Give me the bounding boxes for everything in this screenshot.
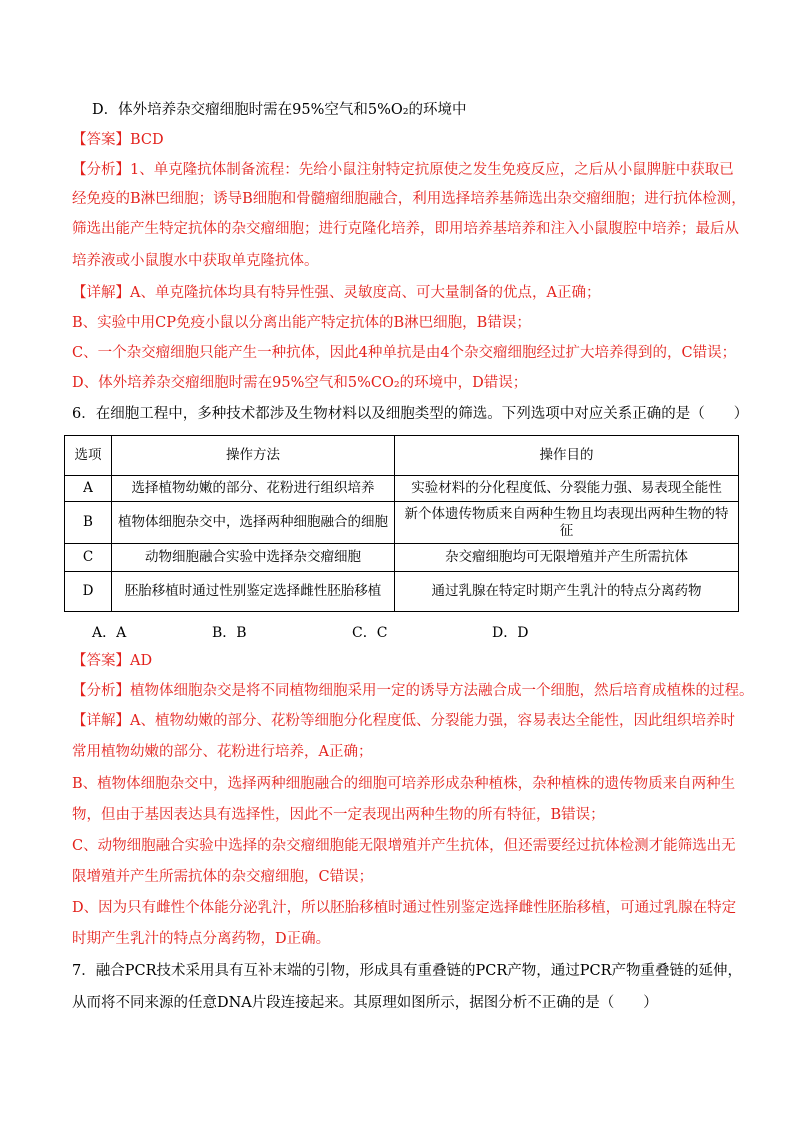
q6-detail-3: B、植物体细胞杂交中，选择两种细胞融合的细胞可培养形成杂种植株，杂种植株的遗传物质来自两种生 [72,776,736,792]
q5-detail-1: 【详解】A、单克隆抗体均具有特异性强、灵敏度高、可大量制备的优点，A正确； [72,285,601,301]
q6-detail-1: 【详解】A、植物幼嫩的部分、花粉等细胞分化程度低、分裂能力强，容易表达全能性，因此组织培养时 [72,713,735,729]
row-option: A [65,476,112,502]
table-row [65,502,739,544]
q6-analysis: 【分析】植物体细胞杂交是将不同植物细胞采用一定的诱导方法融合成一个细胞，然后培育成植株的过程。 [72,683,754,699]
q6-option-c: C．C [352,625,388,641]
header-method: 操作方法 [112,436,395,476]
q7-stem-1: 7．融合PCR技术采用具有互补末端的引物，形成具有重叠链的PCR产物，通过PCR产物重叠链的延伸， [72,963,743,979]
q5-detail-3: C、一个杂交瘤细胞只能产生一种抗体，因此4种单抗是由4个杂交瘤细胞经过扩大培养得到的，C错误； [72,345,737,361]
q6-table [64,435,739,612]
row-purpose: 新个体遗传物质来自两种生物且均表现出两种生物的特征 [395,502,739,544]
table-row [65,476,739,502]
q7-stem-2: 从而将不同来源的任意DNA片段连接起来。其原理如图所示，据图分析不正确的是（ ） [72,995,658,1011]
table-row [65,544,739,572]
header-purpose: 操作目的 [395,436,739,476]
row-option: B [65,502,112,544]
row-method: 胚胎移植时通过性别鉴定选择雌性胚胎移植 [112,572,395,612]
table-header-row [65,436,739,476]
row-purpose: 通过乳腺在特定时期产生乳汁的特点分离药物 [395,572,739,612]
row-method: 选择植物幼嫩的部分、花粉进行组织培养 [112,476,395,502]
q5-analysis-4: 培养液或小鼠腹水中获取单克隆抗体。 [72,253,319,269]
row-method: 动物细胞融合实验中选择杂交瘤细胞 [112,544,395,572]
q5-detail-2: B、实验中用CP免疫小鼠以分离出能产特定抗体的B淋巴细胞，B错误； [72,315,531,331]
row-purpose: 杂交瘤细胞均可无限增殖并产生所需抗体 [395,544,739,572]
q6-option-a: A．A [92,625,127,641]
row-purpose: 实验材料的分化程度低、分裂能力强、易表现全能性 [395,476,739,502]
header-option: 选项 [65,436,112,476]
q5-analysis-1: 【分析】1、单克隆抗体制备流程：先给小鼠注射特定抗原使之发生免疫反应，之后从小鼠脾脏中获取已 [72,162,734,178]
q5-analysis-3: 筛选出能产生特定抗体的杂交瘤细胞；进行克隆化培养，即用培养基培养和注入小鼠腹腔中培养；最后从 [72,221,739,237]
q5-option-d: D．体外培养杂交瘤细胞时需在95%空气和5%O₂的环境中 [92,102,467,118]
q6-detail-7: D、因为只有雌性个体能分泌乳汁，所以胚胎移植时通过性别鉴定选择雌性胚胎移植，可通过乳腺在特定 [72,900,737,916]
q5-answer: 【答案】BCD [72,132,164,148]
row-method: 植物体细胞杂交中，选择两种细胞融合的细胞 [112,502,395,544]
q5-analysis-2: 经免疫的B淋巴细胞；诱导B细胞和骨髓瘤细胞融合，利用选择培养基筛选出杂交瘤细胞；进行抗体检测， [72,191,746,207]
q5-detail-4: D、体外培养杂交瘤细胞时需在95%空气和5%CO₂的环境中，D错误； [72,375,528,391]
q6-detail-8: 时期产生乳汁的特点分离药物，D正确。 [72,931,331,947]
table-row [65,572,739,612]
q6-detail-2: 常用植物幼嫩的部分、花粉进行培养，A正确； [72,744,373,760]
q6-option-b: B．B [212,625,247,641]
row-option: D [65,572,112,612]
q6-answer: 【答案】AD [72,653,153,669]
q6-detail-5: C、动物细胞融合实验中选择的杂交瘤细胞能无限增殖并产生抗体，但还需要经过抗体检测才能筛选出无 [72,838,736,854]
q6-option-d: D．D [492,625,529,641]
q6-stem: 6．在细胞工程中，多种技术都涉及生物材料以及细胞类型的筛选。下列选项中对应关系正确的是（ ） [72,406,749,422]
q6-detail-6: 限增殖并产生所需抗体的杂交瘤细胞，C错误； [72,869,374,885]
row-option: C [65,544,112,572]
q6-detail-4: 物，但由于基因表达具有选择性，因此不一定表现出两种生物的所有特征，B错误； [72,807,605,823]
